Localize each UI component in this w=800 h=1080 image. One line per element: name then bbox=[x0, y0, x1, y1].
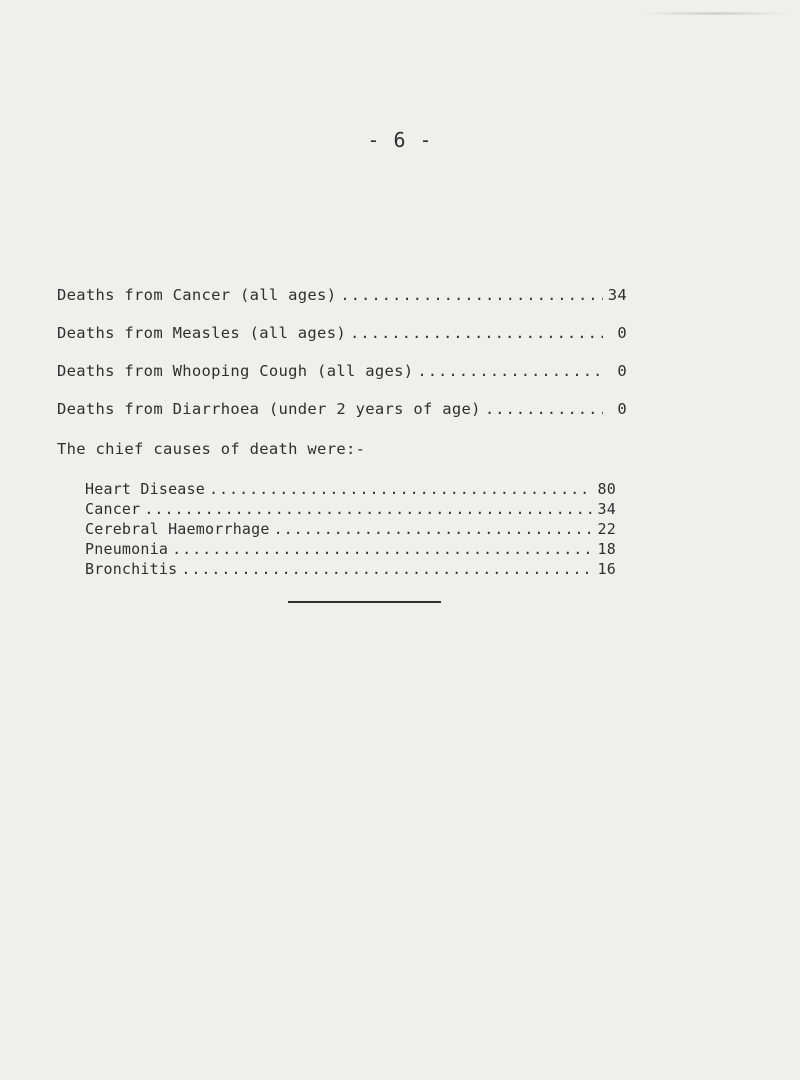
cause-row-label: Bronchitis bbox=[85, 560, 178, 578]
dot-leader bbox=[181, 560, 592, 578]
deaths-row-value: 0 bbox=[617, 324, 627, 342]
cause-row-value: 18 bbox=[597, 540, 616, 558]
cause-row-value: 80 bbox=[597, 480, 616, 498]
scan-edge-mark bbox=[640, 12, 790, 15]
cause-row-cancer bbox=[85, 500, 616, 518]
deaths-row-whooping-cough bbox=[57, 362, 627, 380]
deaths-row-label: Deaths from Whooping Cough (all ages) bbox=[57, 362, 414, 380]
cause-row-cerebral-haemorrhage bbox=[85, 520, 616, 538]
deaths-row-value: 0 bbox=[617, 362, 627, 380]
cause-row-label: Heart Disease bbox=[85, 480, 205, 498]
dot-leader bbox=[172, 540, 592, 558]
deaths-row-label: Deaths from Diarrhoea (under 2 years of age) bbox=[57, 400, 481, 418]
cause-row-value: 16 bbox=[597, 560, 616, 578]
dot-leader bbox=[340, 286, 603, 304]
deaths-row-value: 0 bbox=[617, 400, 627, 418]
page-number: - 6 - bbox=[367, 128, 433, 152]
dot-leader bbox=[144, 500, 592, 518]
cause-row-label: Cerebral Haemorrhage bbox=[85, 520, 270, 538]
cause-row-label: Pneumonia bbox=[85, 540, 169, 558]
cause-row-value: 22 bbox=[597, 520, 616, 538]
dot-leader bbox=[485, 400, 603, 418]
dot-leader bbox=[209, 480, 592, 498]
deaths-row-measles bbox=[57, 324, 627, 342]
section-divider bbox=[288, 601, 441, 603]
deaths-row-diarrhoea bbox=[57, 400, 627, 418]
deaths-row-value: 34 bbox=[607, 286, 627, 304]
causes-intro: The chief causes of death were:- bbox=[57, 440, 366, 458]
deaths-row-cancer bbox=[57, 286, 627, 304]
deaths-row-label: Deaths from Cancer (all ages) bbox=[57, 286, 337, 304]
cause-row-bronchitis bbox=[85, 560, 616, 578]
cause-row-value: 34 bbox=[597, 500, 616, 518]
dot-leader bbox=[274, 520, 592, 538]
deaths-row-label: Deaths from Measles (all ages) bbox=[57, 324, 346, 342]
cause-row-label: Cancer bbox=[85, 500, 141, 518]
cause-row-pneumonia bbox=[85, 540, 616, 558]
dot-leader bbox=[350, 324, 603, 342]
dot-leader bbox=[417, 362, 603, 380]
cause-row-heart-disease bbox=[85, 480, 616, 498]
